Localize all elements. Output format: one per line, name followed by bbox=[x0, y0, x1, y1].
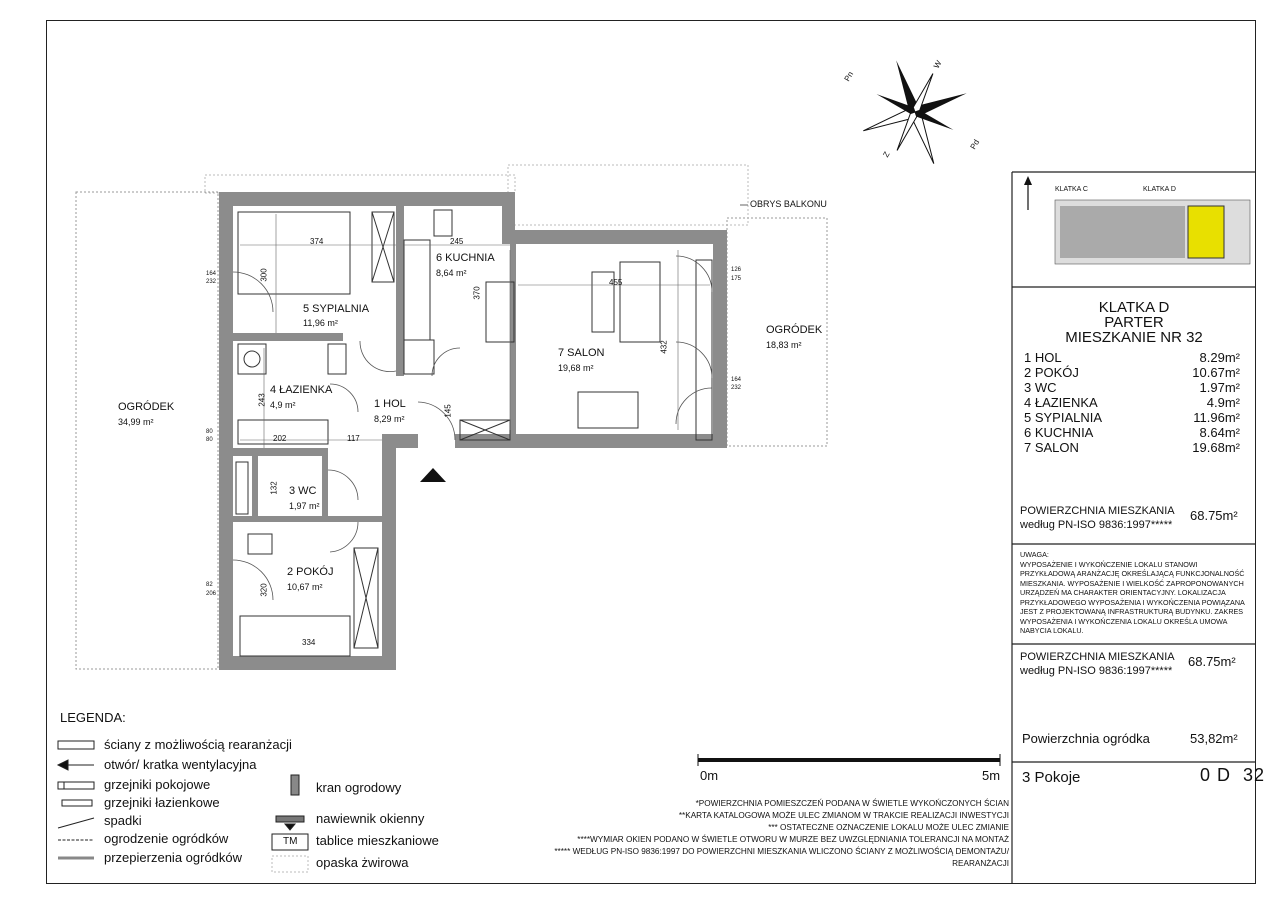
win-dim-175b: 175 bbox=[731, 276, 742, 282]
total-area-label-1: POWIERZCHNIA MIESZKANIA według PN-ISO 9836:1997***** bbox=[1020, 505, 1175, 531]
room-label-lazienka: 4 ŁAZIENKA bbox=[270, 384, 333, 396]
table-row: 4 ŁAZIENKA 4.9m² bbox=[1024, 395, 1240, 410]
compass-rose bbox=[841, 38, 990, 187]
compass-e-label: W bbox=[931, 58, 944, 71]
note-block: UWAGA: WYPOSAŻENIE I WYKOŃCZENIE LOKALU STANOWI PRZYKŁADOWĄ ARANŻACJĘ OKREŚLAJĄCĄ FUNKCJONALNOŚĆ MIESZKANIA. WYPOSAŻENIE I WIELKOŚĆ ZAPROPONOWANYCH URZĄDZEŃ MA CHARAKTER ORIENTACYJNY. LOKALIZACJA PRZYKŁADOWEGO WYPOSAŻENIA I WYKOŃCZENIA POWIĄZANA JEST Z PROJEKTOWANĄ INFRASTRUKTURĄ BUDYNKU. ZAKRES WYPOSAŻENIA I WYKOŃCZENIA LOKALU OKREŚLA UMOWA NABYCIA LOKALU. bbox=[1020, 550, 1245, 635]
compass-w-label: Z bbox=[881, 150, 892, 159]
legend-item: ściany z możliwością rearanżacji bbox=[104, 737, 292, 752]
room-area-hol: 8,29 m² bbox=[374, 414, 405, 424]
title-floor: PARTER bbox=[1104, 314, 1164, 331]
legend-item: tablice mieszkaniowe bbox=[316, 833, 439, 848]
dim-245: 245 bbox=[450, 237, 464, 246]
legend-item: otwór/ kratka wentylacyjna bbox=[104, 757, 257, 772]
title-staircase: KLATKA D bbox=[1098, 299, 1170, 316]
keyplan-label-d: KLATKA D bbox=[1143, 186, 1176, 193]
garden-area-label: Powierzchnia ogródka bbox=[1022, 731, 1150, 746]
keyplan-label-c: KLATKA C bbox=[1055, 186, 1088, 193]
table-row: 6 KUCHNIA 8.64m² bbox=[1024, 425, 1240, 440]
room-area-sypialnia: 11,96 m² bbox=[303, 318, 338, 328]
dim-202: 202 bbox=[273, 434, 287, 443]
dimension-lines bbox=[240, 214, 710, 448]
compass-s-label: Pd bbox=[968, 138, 982, 151]
win-dim-232: 232 bbox=[206, 279, 217, 285]
entrance-marker bbox=[420, 468, 446, 482]
dim-243: 243 bbox=[257, 393, 267, 407]
table-row: 5 SYPIALNIA 11.96m² bbox=[1024, 410, 1240, 425]
dim-117: 117 bbox=[347, 434, 360, 443]
win-dim-82: 82 bbox=[206, 582, 213, 588]
dim-132: 132 bbox=[269, 481, 279, 495]
compass-n-label: Pn bbox=[842, 70, 856, 83]
legend-item: kran ogrodowy bbox=[316, 780, 402, 795]
legend-item: nawiewnik okienny bbox=[316, 811, 425, 826]
dim-145: 145 bbox=[443, 404, 453, 418]
win-dim-232b: 232 bbox=[731, 385, 742, 391]
room-area-wc: 1,97 m² bbox=[289, 501, 320, 511]
table-row: 2 POKÓJ 10.67m² bbox=[1024, 365, 1240, 380]
room-label-sypialnia: 5 SYPIALNIA bbox=[303, 303, 370, 315]
legend-item: grzejniki pokojowe bbox=[104, 777, 211, 792]
legend-item: opaska żwirowa bbox=[316, 855, 409, 870]
legend-item: spadki bbox=[104, 813, 142, 828]
dim-370: 370 bbox=[472, 286, 482, 300]
win-dim-80b: 80 bbox=[206, 437, 213, 443]
footnotes: *POWIERZCHNIA POMIESZCZEŃ PODANA W ŚWIETLE WYKOŃCZONYCH ŚCIAN **KARTA KATALOGOWA MOŻE ULEC ZMIANOM W TRAKCIE REALIZACJI INWESTYCJI *** OSTATECZNE OZNACZENIE LOKALU MOŻE ULEC ZMIANIE ****WYMIAR OKIEN PODANO W ŚWIETLE OTWORU W MURZE BEZ UWZGLĘDNIANIA TOLERANCJI NA MONTAŻ ***** WEDŁUG PN-ISO 9836:1997 DO POWIERZCHNI MIESZKANIA WLICZONO ŚCIANY Z MOŻLIWOŚCIĄ DEMONTAŻU/ REARANŻACJI bbox=[554, 799, 1009, 868]
room-label-hol: 1 HOL bbox=[374, 398, 406, 410]
win-dim-206: 206 bbox=[206, 591, 217, 597]
win-dim-80a: 80 bbox=[206, 429, 213, 435]
title-block bbox=[1012, 300, 1256, 345]
room-area-salon: 19,68 m² bbox=[558, 363, 594, 373]
table-row: 3 WC 1.97m² bbox=[1024, 380, 1240, 395]
dim-320: 320 bbox=[259, 583, 269, 597]
scale-start: 0m bbox=[700, 768, 719, 783]
scale-bar bbox=[698, 754, 1000, 766]
title-apartment: MIESZKANIE NR 32 bbox=[1065, 329, 1203, 346]
scale-end: 5m bbox=[982, 768, 1001, 783]
room-area-kuchnia: 8,64 m² bbox=[436, 268, 467, 278]
total-area-value-2: 68.75m² bbox=[1188, 654, 1236, 669]
legend-heading: LEGENDA: bbox=[60, 710, 126, 725]
garden-left-area: 34,99 m² bbox=[118, 417, 154, 427]
room-area-table bbox=[1024, 350, 1240, 455]
table-row: 7 SALON 19.68m² bbox=[1024, 440, 1240, 455]
garden-area-value: 53,82m² bbox=[1190, 731, 1238, 746]
dim-374: 374 bbox=[310, 237, 324, 246]
total-area-label-2: POWIERZCHNIA MIESZKANIA według PN-ISO 9836:1997***** bbox=[1020, 651, 1175, 677]
garden-left-label: OGRÓDEK bbox=[118, 401, 175, 413]
table-row: 1 HOL 8.29m² bbox=[1024, 350, 1240, 365]
win-dim-164: 164 bbox=[206, 271, 217, 277]
room-label-kuchnia: 6 KUCHNIA bbox=[436, 252, 495, 264]
room-area-lazienka: 4,9 m² bbox=[270, 400, 296, 410]
apartment-code: 0 D 32 bbox=[1200, 765, 1266, 785]
dim-432: 432 bbox=[659, 340, 669, 354]
total-area-value-1: 68.75m² bbox=[1190, 508, 1238, 523]
garden-right-area: 18,83 m² bbox=[766, 340, 802, 350]
dim-300: 300 bbox=[259, 268, 269, 282]
dim-455: 455 bbox=[609, 278, 623, 287]
win-dim-164b: 164 bbox=[731, 377, 742, 383]
balcony-outline-label: OBRYS BALKONU bbox=[750, 199, 827, 209]
garden-left bbox=[76, 192, 218, 669]
garden-right-label: OGRÓDEK bbox=[766, 324, 823, 336]
dim-334: 334 bbox=[302, 638, 316, 647]
room-label-wc: 3 WC bbox=[289, 485, 317, 497]
legend-item: przepierzenia ogródków bbox=[104, 850, 243, 865]
legend-item: grzejniki łazienkowe bbox=[104, 795, 220, 810]
tm-symbol: TM bbox=[283, 836, 298, 847]
room-label-pokoj: 2 POKÓJ bbox=[287, 566, 334, 578]
room-label-salon: 7 SALON bbox=[558, 347, 605, 359]
legend-item: ogrodzenie ogródków bbox=[104, 831, 229, 846]
win-dim-126: 126 bbox=[731, 267, 742, 273]
rooms-count: 3 Pokoje bbox=[1022, 769, 1081, 786]
room-area-pokoj: 10,67 m² bbox=[287, 582, 323, 592]
